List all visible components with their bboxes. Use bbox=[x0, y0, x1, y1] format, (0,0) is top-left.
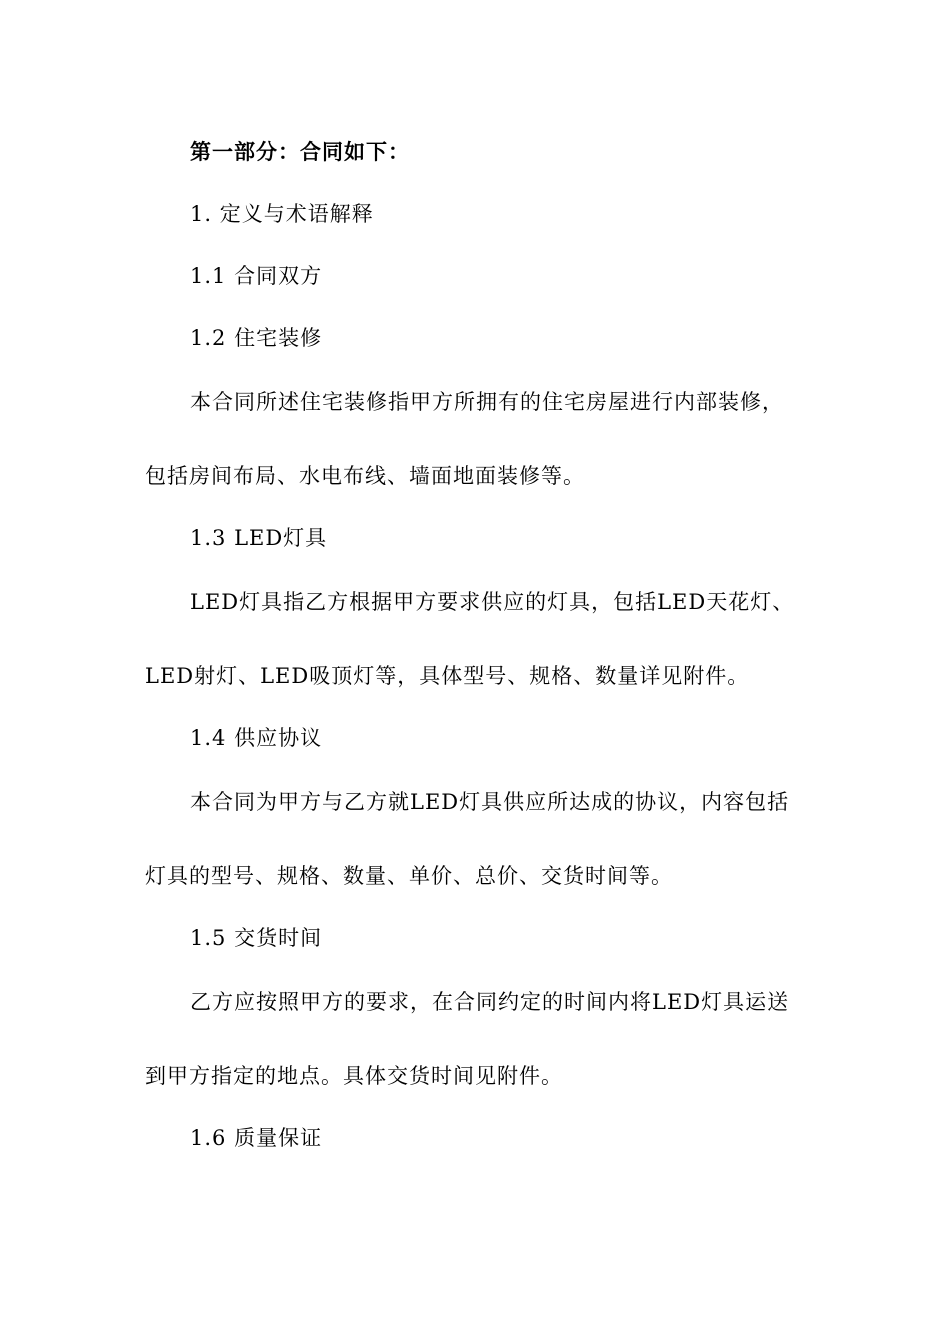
clause-1-3-text-line-1: LED灯具指乙方根据甲方要求供应的灯具，包括LED天花灯、 bbox=[190, 590, 795, 614]
clause-1-4-text-line-1: 本合同为甲方与乙方就LED灯具供应所达成的协议，内容包括 bbox=[190, 790, 790, 814]
clause-1-3-heading: 1.3 LED灯具 bbox=[190, 526, 328, 550]
clause-1-2-text-line-2: 包括房间布局、水电布线、墙面地面装修等。 bbox=[145, 464, 585, 488]
section-heading: 第一部分：合同如下： bbox=[190, 140, 410, 164]
clause-1-5-heading: 1.5 交货时间 bbox=[190, 926, 323, 950]
clause-1-2-heading: 1.2 住宅装修 bbox=[190, 326, 323, 350]
clause-1-1-heading: 1.1 合同双方 bbox=[190, 264, 323, 288]
clause-1-3-text-line-2: LED射灯、LED吸顶灯等，具体型号、规格、数量详见附件。 bbox=[145, 664, 750, 688]
clause-1-6-heading: 1.6 质量保证 bbox=[190, 1126, 323, 1150]
clause-1-4-text-line-2: 灯具的型号、规格、数量、单价、总价、交货时间等。 bbox=[145, 864, 673, 888]
clause-1-4-heading: 1.4 供应协议 bbox=[190, 726, 323, 750]
clause-1-5-text-line-1: 乙方应按照甲方的要求，在合同约定的时间内将LED灯具运送 bbox=[190, 990, 790, 1014]
clause-1-heading: 1. 定义与术语解释 bbox=[190, 202, 374, 226]
clause-1-5-text-line-2: 到甲方指定的地点。具体交货时间见附件。 bbox=[145, 1064, 563, 1088]
clause-1-2-text-line-1: 本合同所述住宅装修指甲方所拥有的住宅房屋进行内部装修， bbox=[190, 390, 784, 414]
